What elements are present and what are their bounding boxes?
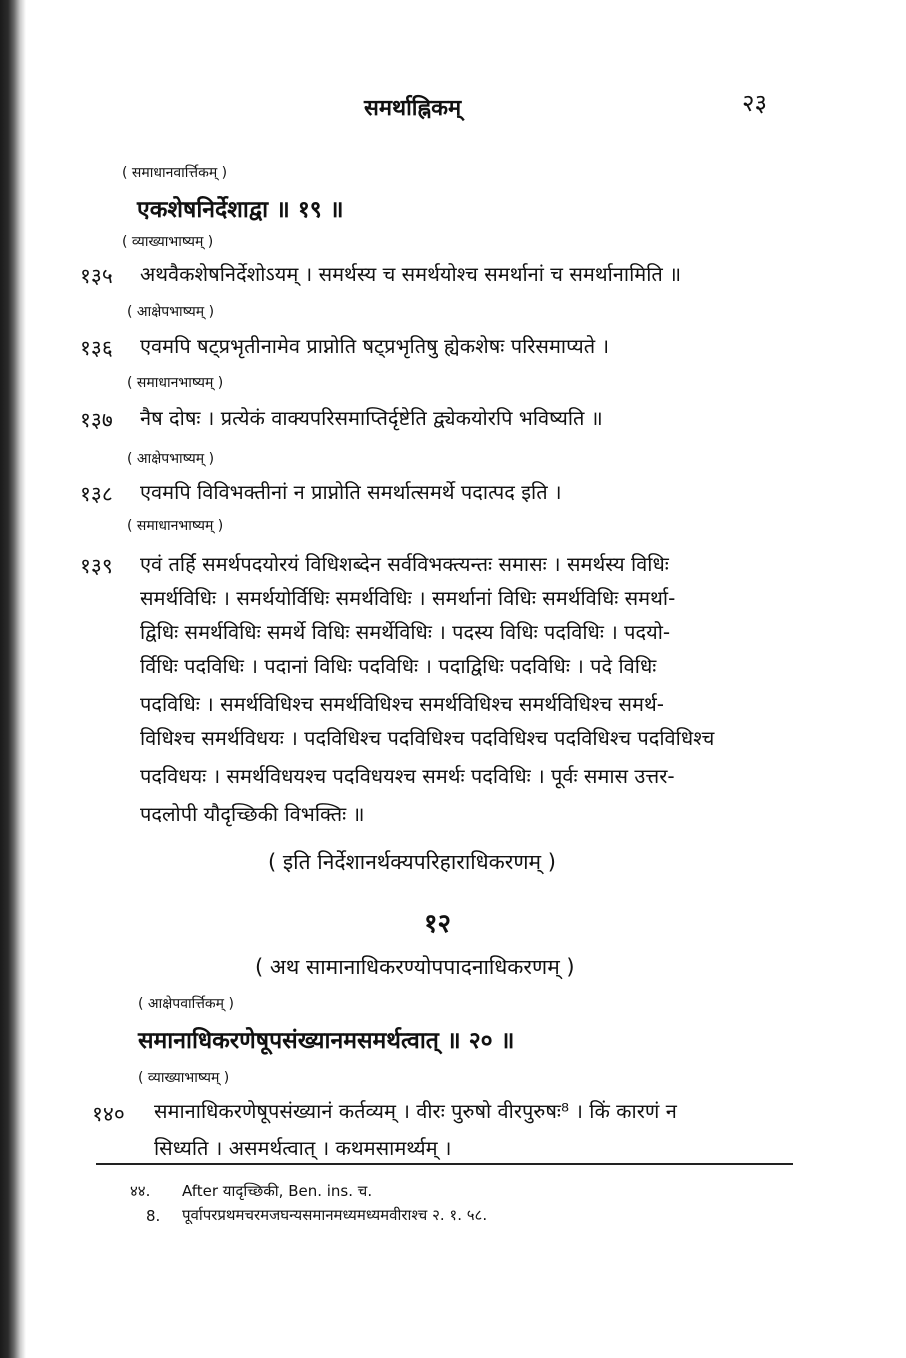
paragraph-line: पदविधयः । समर्थविधयश्च पदविधयश्च समर्थः पदविधिः । पूर्वः समास उत्तर-: [140, 764, 675, 788]
block-label: ( व्याख्याभाष्यम् ): [138, 1070, 230, 1086]
page-number: २३: [742, 89, 767, 117]
block-label: ( समाधानवार्त्तिकम् ): [122, 165, 228, 181]
block-label: ( समाधानभाष्यम् ): [127, 375, 224, 391]
paragraph-number: १३६: [80, 336, 113, 360]
paragraph-text: एवमपि षट्प्रभृतीनामेव प्राप्नोति षट्प्रभृतिषु ह्येकशेषः परिसमाप्यते ।: [140, 334, 610, 358]
sutra-heading: समानाधिकरणेषूपसंख्यानमसमर्थत्वात् ॥ २० ॥: [138, 1028, 515, 1054]
paragraph-number: १३७: [80, 408, 113, 432]
section-title: ( अथ सामानाधिकरण्योपपादनाधिकरणम् ): [255, 955, 575, 979]
footnote-rule: [96, 1163, 793, 1165]
paragraph-text: एवमपि विविभक्तीनां न प्राप्नोति समर्थात्समर्थे पदात्पद इति ।: [140, 480, 562, 504]
paragraph-number: १४०: [92, 1102, 125, 1126]
block-label: ( आक्षेपवार्त्तिकम् ): [138, 996, 234, 1012]
paragraph-line: विधिश्च समर्थविधयः । पदविधिश्च पदविधिश्च पदविधिश्च पदविधिश्च पदविधिश्च: [140, 726, 715, 750]
book-spine-shadow: [0, 0, 26, 1358]
paragraph-text: नैष दोषः । प्रत्येकं वाक्यपरिसमाप्तिर्दृष्टेति द्व्येकयोरपि भविष्यति ॥: [140, 406, 603, 430]
paragraph-line: द्विधिः समर्थविधिः समर्थे विधिः समर्थेविधिः । पदस्य विधिः पदविधिः । पदयो-: [140, 620, 671, 644]
section-end-note: ( इति निर्देशानर्थक्यपरिहाराधिकरणम् ): [268, 850, 556, 874]
page-header-title: समर्थाह्निकम्: [364, 96, 462, 121]
block-label: ( समाधानभाष्यम् ): [127, 518, 224, 534]
paragraph-line: पदविधिः । समर्थविधिश्च समर्थविधिश्च समर्थविधिश्च समर्थविधिश्च समर्थ-: [140, 692, 664, 716]
footnote-mark: 8.: [146, 1207, 161, 1225]
footnote-text: After यादृच्छिकी, Ben. ins. च.: [182, 1182, 373, 1200]
paragraph-line: समर्थविधिः । समर्थयोर्विधिः समर्थविधिः । समर्थानां विधिः समर्थविधिः समर्था-: [140, 586, 676, 610]
paragraph-number: १३८: [80, 482, 113, 506]
block-label: ( आक्षेपभाष्यम् ): [127, 451, 215, 467]
footnote-mark: ४४.: [130, 1182, 151, 1200]
paragraph-line: समानाधिकरणेषूपसंख्यानं कर्तव्यम् । वीरः पुरुषो वीरपुरुषः⁸ । किं कारणं न: [154, 1099, 677, 1123]
paragraph-line: एवं तर्हि समर्थपदयोरयं विधिशब्देन सर्वविभक्त्यन्तः समासः । समर्थस्य विधिः: [140, 552, 669, 576]
paragraph-line: सिध्यति । असमर्थत्वात् । कथमसामर्थ्यम् ।: [154, 1136, 452, 1160]
footnote-text: पूर्वापरप्रथमचरमजघन्यसमानमध्यमध्यमवीराश्च २. १. ५८.: [182, 1206, 488, 1224]
paragraph-number: १३५: [80, 264, 113, 288]
block-label: ( आक्षेपभाष्यम् ): [127, 304, 215, 320]
paragraph-line: पदलोपी यौदृच्छिकी विभक्तिः ॥: [140, 802, 365, 826]
sutra-heading: एकशेषनिर्देशाद्वा ॥ १९ ॥: [137, 197, 344, 223]
paragraph-line: र्विधिः पदविधिः । पदानां विधिः पदविधिः । पदाद्विधिः पदविधिः । पदे विधिः: [140, 654, 657, 678]
block-label: ( व्याख्याभाष्यम् ): [122, 234, 214, 250]
paragraph-text: अथवैकशेषनिर्देशोऽयम् । समर्थस्य च समर्थयोश्च समर्थानां च समर्थानामिति ॥: [140, 262, 682, 286]
section-number: १२: [424, 909, 452, 939]
paragraph-number: १३९: [80, 554, 113, 578]
